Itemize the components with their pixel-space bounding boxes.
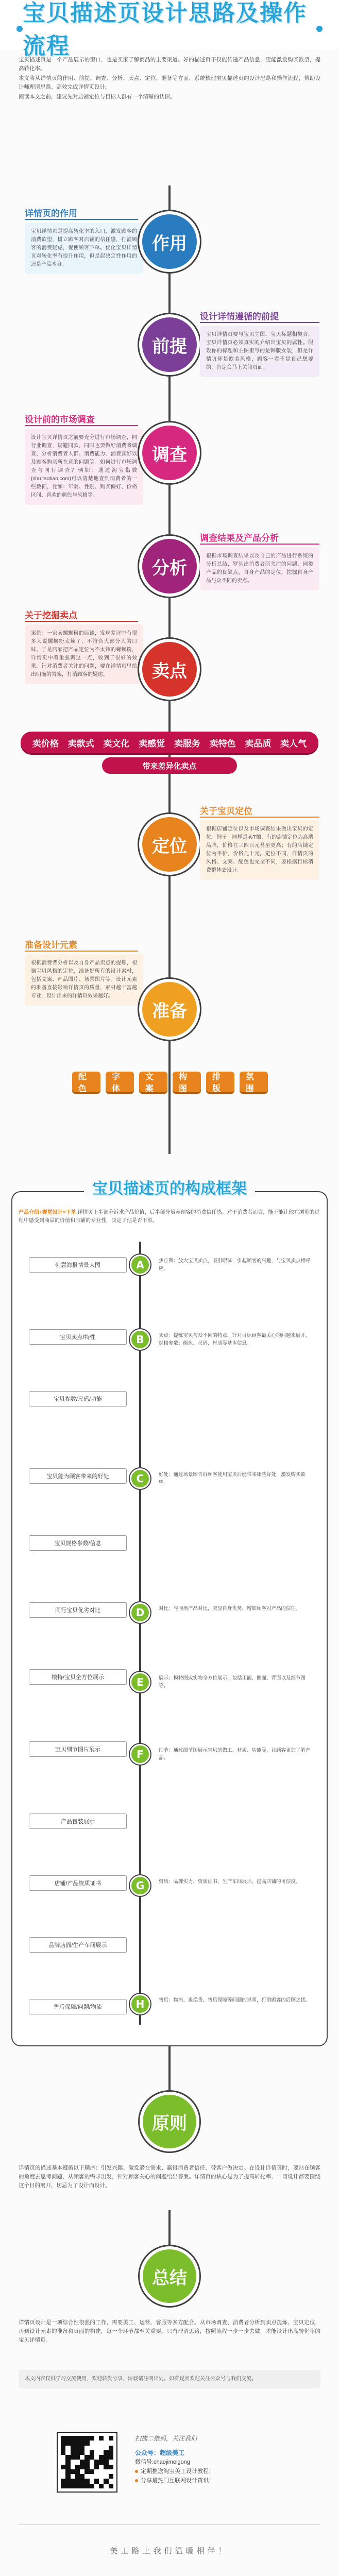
section-text-maidian: 案例：一家卖螺蛳粉的店铺，发现差评中有很多人说螺蛳粉太辣了，不符合大部分人的口味，于是店家把产品定位为不太辣的螺蛳粉，详情页中着重强调这一点，收到了很好的效果。针对消费者关注的问题，要在详情页里给出明确的答案，打消顾客的疑虑。 [25, 624, 143, 684]
qr-cell [104, 2469, 108, 2474]
qr-cell [71, 2450, 75, 2455]
framework-letter: D [130, 1602, 150, 1623]
qr-cell [75, 2460, 80, 2464]
qr-cell [99, 2441, 104, 2445]
framework-item: 宝贝细节图片展示 [29, 1741, 127, 1757]
qr-cell [80, 2465, 84, 2469]
qr-cell [104, 2460, 108, 2464]
contact-bullet [135, 2467, 269, 2476]
qr-cell [65, 2441, 70, 2445]
qr-cell [84, 2455, 89, 2460]
framework-item: 宝贝卖点/特性 [29, 1329, 127, 1345]
section-text-zhunbei: 根据消费者分析以及自身产品卖点的提炼，根据宝贝风格的定位，准备好所有的设计素材，包括文案、产品图片、场景图片等。设计元素的准备直接影响详情页的质量，素材越丰富越专业，设计出来的详情页效果越好。 [25, 954, 143, 1006]
qr-cell [99, 2460, 104, 2464]
divider [19, 2524, 320, 2525]
bullet-icon [135, 2479, 138, 2482]
qr-cell [65, 2460, 70, 2464]
qr-cell [84, 2465, 89, 2469]
contact-bullet [135, 2476, 269, 2485]
qr-cell [61, 2460, 65, 2464]
qr-cell [84, 2469, 89, 2474]
node-dingwei: 定位 [139, 814, 200, 875]
qr-cell [61, 2436, 65, 2441]
qr-cell [94, 2469, 99, 2474]
qr-cell [75, 2479, 80, 2483]
qr-cell [90, 2441, 94, 2445]
maidian-tag: 卖价格 [32, 738, 59, 749]
qr-cell [65, 2446, 70, 2450]
node-qianti: 前提 [139, 314, 200, 375]
maidian-tag: 卖品质 [245, 738, 272, 749]
qr-cell [90, 2455, 94, 2460]
qr-cell [65, 2484, 70, 2488]
section-text-dingwei: 根据店铺定位以及市场调查结果做出宝贝的定位。例子：同样是卖T恤，有的店铺定位为高端品牌，价格在三四百元甚至更高；有的店铺定位为平价，价格几十元。定位不同，详情页的风格、文案、配色也完全不同，要根据目标消费群体去设计。 [200, 820, 319, 880]
framework-desc: 资质：品牌实力、资质证书、生产车间展示，提高店铺的可信度。 [159, 1879, 301, 1885]
qr-cell [71, 2446, 75, 2450]
framework-desc: 售后：物流、退换货、售后保障等问题的说明，打消顾客的后顾之忧。 [159, 1997, 311, 2003]
maidian-bar [21, 732, 318, 753]
qr-cell [84, 2446, 89, 2450]
qr-cell [65, 2455, 70, 2460]
qr-cell [80, 2436, 84, 2441]
qr-cell [99, 2436, 104, 2441]
contact-bullet-text: 定期推送淘宝美工设计教程！ [141, 2468, 214, 2475]
qr-cell [94, 2474, 99, 2479]
intro-paragraph: 阅读本文之前，建议先对店铺定位与目标人群有一个清晰的认识。 [19, 94, 176, 100]
framework-letter: C [130, 1468, 150, 1489]
zhunbei-tag: 氛围 [240, 1072, 268, 1092]
qr-cell [61, 2446, 65, 2450]
footer-sign: 美工路上我们温暖相伴！ [110, 2546, 229, 2555]
title-dot-left [16, 26, 23, 32]
framework-desc: 卖点：提炼宝贝与众不同的特点，针对目标顾客最关心的问题来展开。规格参数：颜色、尺码、材质等基本信息。 [159, 1333, 311, 1346]
qr-cell [109, 2484, 113, 2488]
qr-cell [75, 2436, 80, 2441]
qr-cell [104, 2446, 108, 2450]
qr-cell [94, 2465, 99, 2469]
node-zuoyong: 作用 [139, 211, 200, 272]
qr-cell [109, 2436, 113, 2441]
header [0, 0, 339, 59]
qr-cell [75, 2455, 80, 2460]
framework-item: 模特/宝贝全方位展示 [29, 1669, 127, 1685]
qr-cell [99, 2465, 104, 2469]
framework-intro-text: 详情页上半部分诉求产品价值，后半部分培养顾客的消费信任感。对于消费者而言，能不能让他在浏览的过程中感受到商品的价值和店铺的专业性，决定了他是否下单。 [19, 1210, 320, 1224]
qr-cell [104, 2450, 108, 2455]
framework-intro-lead: 产品介绍+视觉设计=下单 [19, 1210, 76, 1215]
section-text-diaocha: 设计宝贝详情页之前要充分进行市场调查，同行业调查，规避同款，同时也要做好消费者调查，分析消费者人群、消费能力、消费喜好以及顾客购买所在意的问题等。如何进行市场调查与同行调查？例如：通过淘宝指数(shu.taobao.com)可以清楚地查到消费者的一些数据，比如：年龄、性别、购买偏好、价格区间、喜欢的颜色与风格等。 [25, 429, 143, 505]
framework-item: 宝贝规格参数/信息 [29, 1535, 127, 1551]
qr-cell [90, 2446, 94, 2450]
qr-cell [90, 2479, 94, 2483]
framework-panel [11, 1191, 328, 2046]
qr-cell [90, 2460, 94, 2464]
qr-cell [80, 2479, 84, 2483]
framework-intro [19, 1209, 320, 1225]
maidian-tag: 卖特色 [209, 738, 236, 749]
qr-cell [94, 2460, 99, 2464]
qr-cell [99, 2446, 104, 2450]
qr-cell [71, 2455, 75, 2460]
qr-cell [80, 2484, 84, 2488]
qr-cell [80, 2469, 84, 2474]
qr-cell [104, 2484, 108, 2488]
zhunbei-tags [72, 1072, 268, 1092]
qr-cell [61, 2484, 65, 2488]
page-title: 宝贝描述页设计思路及操作流程 [23, 0, 307, 59]
qr-cell [109, 2460, 113, 2464]
qr-cell [90, 2474, 94, 2479]
maidian-tag: 卖款式 [67, 738, 94, 749]
qr-cell [94, 2446, 99, 2450]
qr-cell [99, 2474, 104, 2479]
qr-cell [104, 2474, 108, 2479]
framework-item: 品牌店面/生产车间展示 [29, 1937, 127, 1953]
leader-line [200, 544, 319, 545]
qr-cell [80, 2455, 84, 2460]
framework-item: 产品包装展示 [29, 1814, 127, 1829]
framework-item: 宝贝参数/尺码/功能 [29, 1391, 127, 1406]
framework-item: 售后保障/问题/物流 [29, 1999, 127, 2014]
qr-code [57, 2432, 117, 2493]
leader-line [200, 322, 319, 323]
title-wrap [23, 0, 316, 59]
qr-cell [65, 2469, 70, 2474]
qr-cell [61, 2465, 65, 2469]
node-summary: 总结 [140, 2246, 199, 2306]
framework-item: 店铺/产品资质证书 [29, 1875, 127, 1891]
qr-cell [109, 2441, 113, 2445]
framework-item: 宝贝能为顾客带来的好处 [29, 1468, 127, 1484]
qr-cell [99, 2479, 104, 2483]
qr-cell [94, 2484, 99, 2488]
section-title-zuoyong: 详情页的作用 [25, 209, 77, 219]
qr-cell [75, 2450, 80, 2455]
qr-cell [71, 2474, 75, 2479]
qr-cell [75, 2446, 80, 2450]
qr-cell [109, 2479, 113, 2483]
section-title-diaocha: 设计前的市场调查 [25, 415, 95, 425]
framework-title-wrap [0, 1176, 339, 1198]
node-fenxi: 分析 [139, 536, 200, 597]
zhunbei-tag: 文案 [139, 1072, 167, 1092]
zhunbei-tag: 配色 [72, 1072, 100, 1092]
framework-letter: B [130, 1329, 150, 1350]
qr-cell [71, 2460, 75, 2464]
framework-letter: E [130, 1672, 150, 1692]
qr-cell [71, 2441, 75, 2445]
qr-cell [94, 2436, 99, 2441]
footer-note: 本文内容仅供学习交流使用，欢迎转发分享，转载请注明出处。如有疑问欢迎关注公众号与我们交流。 [19, 2370, 320, 2388]
framework-title: 宝贝描述页的构成框架 [84, 1176, 255, 1198]
contact-bullet-text: 分享最热门互联网设计资讯！ [141, 2478, 214, 2484]
zhunbei-tag: 排版 [206, 1072, 234, 1092]
qr-cell [84, 2479, 89, 2483]
section-text-fenxi: 根据市场调查结果以及自己的产品进行系统的分析总结，罗列出消费者所关注的问题，同类产品的优缺点，自身产品的定位，挖掘自身产品与众不同的卖点。 [200, 547, 319, 590]
qr-cell [80, 2450, 84, 2455]
title-dot-right [316, 26, 323, 32]
maidian-tag: 卖服务 [174, 738, 200, 749]
qr-cell [109, 2446, 113, 2450]
intro [19, 56, 320, 103]
qr-cell [80, 2460, 84, 2464]
framework-item: 同行宝贝优劣对比 [29, 1602, 127, 1618]
framework-letter: G [130, 1875, 150, 1896]
contact-block [135, 2434, 269, 2485]
qr-cell [104, 2465, 108, 2469]
qr-cell [109, 2474, 113, 2479]
qr-cell [61, 2455, 65, 2460]
leader-line [25, 425, 138, 426]
leader-line [200, 817, 319, 818]
qr-cell [61, 2469, 65, 2474]
section-text-qianti: 宝贝详情页要与宝贝主图、宝贝标题相契合，宝贝详情页必须真实的介绍出宝贝的属性。假设你的标题和主图里写的是韩版女装，但是详情页却是欧美风格，顾客一看不是自己想要的，肯定会马上关闭页面。 [200, 326, 319, 377]
qr-cell [104, 2441, 108, 2445]
qr-cell [109, 2465, 113, 2469]
intro-paragraph: 宝贝描述页是一个产品展示的窗口，也是买家了解商品的主要渠道。好的描述页不仅能传递产品信息，更能激发购买欲望，提高转化率。 [19, 57, 320, 72]
qr-cell [84, 2441, 89, 2445]
contact-handwrite: 扫描二维码，关注我们 [135, 2435, 197, 2442]
qr-cell [99, 2484, 104, 2488]
framework-desc: 焦点图：放大宝贝卖点，吸引眼球，引起顾客的兴趣，与宝贝卖点相呼应。 [159, 1258, 311, 1272]
qr-cell [99, 2455, 104, 2460]
qr-cell [99, 2450, 104, 2455]
section-title-fenxi: 调查结果及产品分析 [200, 533, 279, 544]
qr-cell [65, 2436, 70, 2441]
section-text-zuoyong: 宝贝详情页是提高转化率的入口，激发顾客的消费欲望，树立顾客对店铺的信任感，打消顾客的消费疑虑，促使顾客下单。优化宝贝详情页对转化率有提升作用，但是起决定性作用的还是产品本身。 [25, 223, 143, 274]
maidian-tag: 卖文化 [103, 738, 130, 749]
qr-cell [80, 2474, 84, 2479]
framework-desc: 展示：模特图或实物全方位展示，包括正面、侧面、背面以及细节图等。 [159, 1675, 306, 1689]
qr-cell [75, 2465, 80, 2469]
leader-line [25, 219, 138, 220]
timeline-connector [168, 2046, 171, 2093]
qr-cell [75, 2441, 80, 2445]
qr-cell [75, 2474, 80, 2479]
qr-cell [90, 2465, 94, 2469]
qr-cell [71, 2436, 75, 2441]
leader-line [25, 621, 138, 622]
section-title-qianti: 设计详情遵循的前提 [200, 312, 279, 322]
qr-cell [94, 2455, 99, 2460]
zhunbei-tag: 字体 [106, 1072, 134, 1092]
framework-letter: H [130, 1994, 150, 2014]
leader-line [25, 951, 138, 952]
qr-cell [71, 2465, 75, 2469]
framework-letter: F [130, 1744, 150, 1765]
framework-desc: 对比：与同类产品对比，突显自身优势，增加顾客对产品的信任。 [159, 1606, 301, 1612]
maidian-tag: 卖人气 [280, 738, 307, 749]
qr-cell [90, 2484, 94, 2488]
framework-desc: 细节：通过细节图展示宝贝的做工、材质、功能等，让顾客更加了解产品。 [159, 1748, 311, 1761]
qr-cell [90, 2469, 94, 2474]
qr-cell [84, 2436, 89, 2441]
qr-cell [80, 2441, 84, 2445]
qr-cell [84, 2484, 89, 2488]
qr-cell [109, 2450, 113, 2455]
framework-spine [139, 1242, 141, 2025]
framework-item: 创意海报情景大图 [29, 1257, 127, 1273]
qr-cell [61, 2479, 65, 2483]
qr-cell [84, 2450, 89, 2455]
section-title-maidian: 关于挖掘卖点 [25, 611, 77, 621]
summary-text: 详情页设计是一项综合性很强的工作，需要美工、运营、客服等多方配合。从市场调查、消费者分析到卖点提炼、宝贝定位，再到设计元素的准备和页面的构建，每一个环节都至关重要。只有理清思路，按照流程一步一步去做，才能设计出高转化率的宝贝详情页。 [19, 2319, 320, 2343]
node-diaocha: 调查 [139, 422, 200, 483]
qr-cell [94, 2441, 99, 2445]
framework-letter: A [130, 1255, 150, 1275]
timeline-connector [168, 2210, 171, 2246]
section-title-zhunbei: 准备设计元素 [25, 940, 77, 951]
qr-cell [65, 2474, 70, 2479]
qr-cell [65, 2479, 70, 2483]
contact-account: 公众号：超级美工 [135, 2449, 185, 2456]
section-title-dingwei: 关于宝贝定位 [200, 806, 252, 817]
maidian-sub: 带来差异化卖点 [102, 757, 237, 774]
principle-text: 详情页的描述基本遵循以下顺序：引发兴趣、激发潜在需求、赢得消费者信任、替客户做决定。在设计详情页时，要站在顾客的角度去思考问题，从顾客的需求出发，针对顾客关心的问题给出答案。详情页的核心是为了提高转化率，一切设计都要围绕这个目的展开，切忌为了设计而设计。 [19, 2165, 320, 2189]
qr-cell [84, 2460, 89, 2464]
qr-cell [109, 2469, 113, 2474]
node-principle: 原则 [140, 2092, 199, 2151]
qr-cell [104, 2455, 108, 2460]
qr-cell [61, 2441, 65, 2445]
intro-paragraph: 本文将从详情页的作用、前提、调查、分析、卖点、定位、准备等方面，系统梳理宝贝描述页的设计思路和操作流程，帮助设计师理清思路、高效完成详情页设计。 [19, 75, 320, 90]
bullet-icon [135, 2470, 138, 2473]
qr-cell [61, 2474, 65, 2479]
qr-cell [104, 2436, 108, 2441]
qr-cell [84, 2474, 89, 2479]
framework-desc: 好处：通过场景图告诉顾客使用宝贝后能带来哪些好处，激发购买欲望。 [159, 1472, 306, 1485]
qr-cell [61, 2450, 65, 2455]
qr-cell [75, 2484, 80, 2488]
qr-cell [94, 2450, 99, 2455]
node-zhunbei: 准备 [139, 979, 200, 1040]
qr-cell [71, 2469, 75, 2474]
qr-cell [65, 2465, 70, 2469]
contact-wechat: 微信号:chaojimeigong [135, 2459, 190, 2465]
qr-cell [65, 2450, 70, 2455]
maidian-tag: 卖感觉 [139, 738, 165, 749]
qr-cell [71, 2479, 75, 2483]
node-maidian: 卖点 [139, 639, 200, 700]
qr-cell [71, 2484, 75, 2488]
qr-cell [90, 2450, 94, 2455]
qr-cell [80, 2446, 84, 2450]
qr-cell [104, 2479, 108, 2483]
qr-cell [94, 2479, 99, 2483]
qr-grid [61, 2436, 113, 2488]
qr-cell [99, 2469, 104, 2474]
qr-cell [109, 2455, 113, 2460]
qr-cell [75, 2469, 80, 2474]
qr-cell [90, 2436, 94, 2441]
zhunbei-tag: 构图 [173, 1072, 201, 1092]
